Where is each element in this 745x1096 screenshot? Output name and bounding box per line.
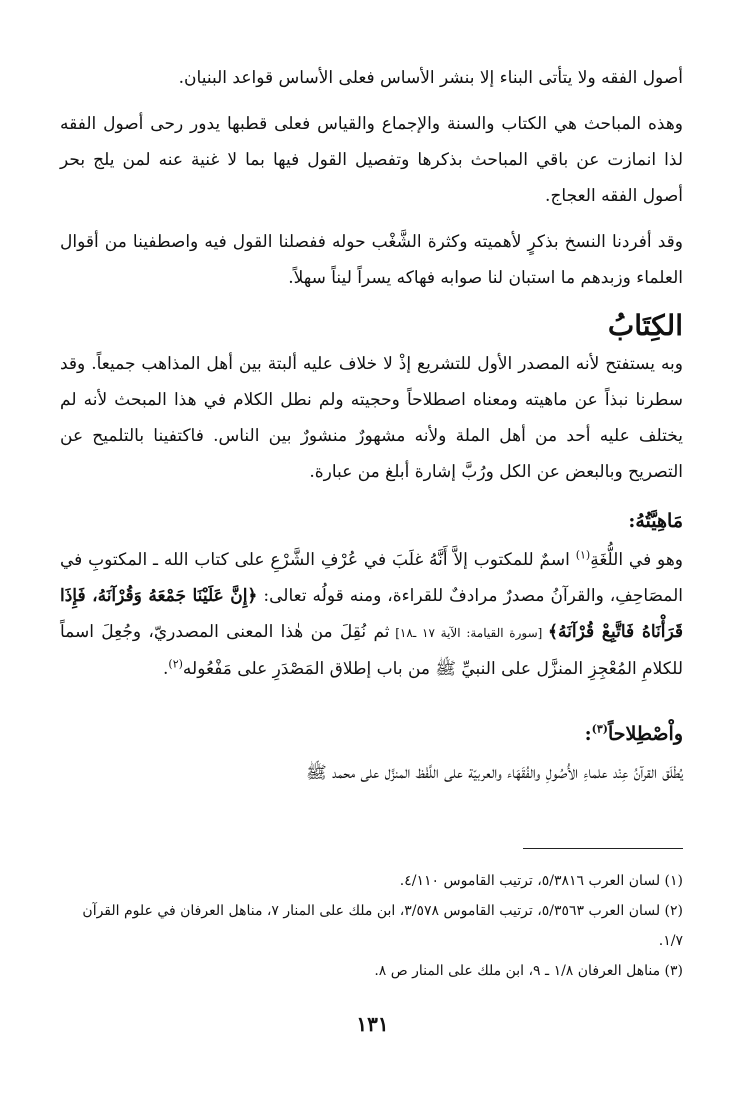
mahiya-text-2: اسمٌ للمكتوب إلاَّ أَنَّهُ غلَبَ في عُرْفِ الشَّرْعِ على كتاب الله ـ المكتوبِ في المصَاحِفِ، والقرآنُ مصدرٌ مرادفٌ للقراءة، ومنه قولُه تعالى:: [60, 550, 684, 606]
subheading-istilah: [60, 717, 683, 751]
footnote-3: (٣) مناهل العرفان ١/٨ ـ ٩، ابن ملك على المنار ص ٨.: [374, 963, 683, 979]
footnote-divider: [523, 848, 683, 849]
verse-reference: [سورة القيامة: الآية ١٧ ـ١٨]: [389, 626, 549, 640]
istilah-colon: :: [584, 723, 592, 745]
page-body: [60, 60, 683, 801]
footnote-ref-1: (١): [575, 548, 591, 562]
paragraph-research-topics: وهذه المباحث هي الكتاب والسنة والإجماع والقياس فعلى قطبها يدور رحى أصول الفقه لذا انمازت عن باقي المباحث بذكرها وتفصيل القول فيها بما لا غنية عنه لمن يلج بحر أصول الفقه العجاج.: [60, 114, 683, 206]
footnote-2: (٢) لسان العرب ٥/٣٥٦٣، ترتيب القاموس ٣/٥٧٨، ابن ملك على المنار ٧، مناهل العرفان في علوم القرآن ١/٧.: [82, 903, 683, 949]
paragraph-istilah: يُطْلَق القرآنُ عِنْد علماءِ الأُصُولِ والفُقَهَاء والعربيّة على اللَّفْظ المنزَّل على محمد ﷺ: [306, 763, 683, 783]
paragraph-abrogation-note: وقد أفردنا النسخ بذكرٍ لأهميته وكثرة الشَّغْب حوله ففصلنا القول فيه واصطفينا من أقوال العلماء وزبدهم ما استبان لنا صوابه فهاكه يسراً ليناً سهلاً.: [60, 232, 683, 288]
quran-verse: ﴿إِنَّ عَلَيْنَا جَمْعَهُ وَقُرْآنَهُ، فَإِذَا قَرَأْنَاهُ فَاتَّبِعْ قُرْآنَهُ﴾: [60, 586, 683, 642]
mahiya-text-3: ثم نُقِلَ من هٰذا المعنى المصدريّ، وجُعِلَ اسماً للكلامِ المُعْجِزِ المنزَّل على النبيِّ ﷺ من باب إطلاق المَصْدَرِ على مَفْعُوله: [60, 622, 683, 679]
footnotes-section: [60, 866, 683, 986]
paragraph-kitab-intro: وبه يستفتح لأنه المصدر الأول للتشريع إذْ لا خلاف عليه ألبتة بين أهل المذاهب جميعاً. وقد سطرنا نبذاً عن ماهيته ومعناه اصطلاحاً وحجيته ولم نطل الكلام في هذا المبحث لأنه لم يختلف عليه أحد من أهل الملة ولأنه مشهورٌ منشورٌ بين الناس. فاكتفينا بالتلميح عن التصريح وبالبعض عن الكل ورُبَّ إشارة أبلغ من عبارة.: [60, 354, 683, 482]
mahiya-text-1: وهو في اللُّغَةِ: [590, 550, 684, 570]
paragraph-mahiya: [60, 542, 683, 687]
page-number: ١٣١: [356, 1012, 389, 1036]
section-heading-kitab: الكِتَابُ: [607, 309, 683, 342]
footnote-ref-3: (٣): [591, 722, 608, 736]
mahiya-text-4: .: [163, 659, 169, 679]
subheading-mahiya: مَاهِيَّتُهُ:: [628, 510, 683, 532]
footnote-1: (١) لسان العرب ٥/٣٨١٦، ترتيب القاموس ٤/١١٠.: [399, 873, 683, 889]
istilah-title: واْصْطِلاحاً: [607, 723, 683, 745]
paragraph-intro-continuation: أصول الفقه ولا يتأتى البناء إلا بنشر الأساس فعلى الأساس قواعد البنيان.: [178, 68, 683, 88]
footnote-ref-2: (٢): [168, 657, 183, 671]
